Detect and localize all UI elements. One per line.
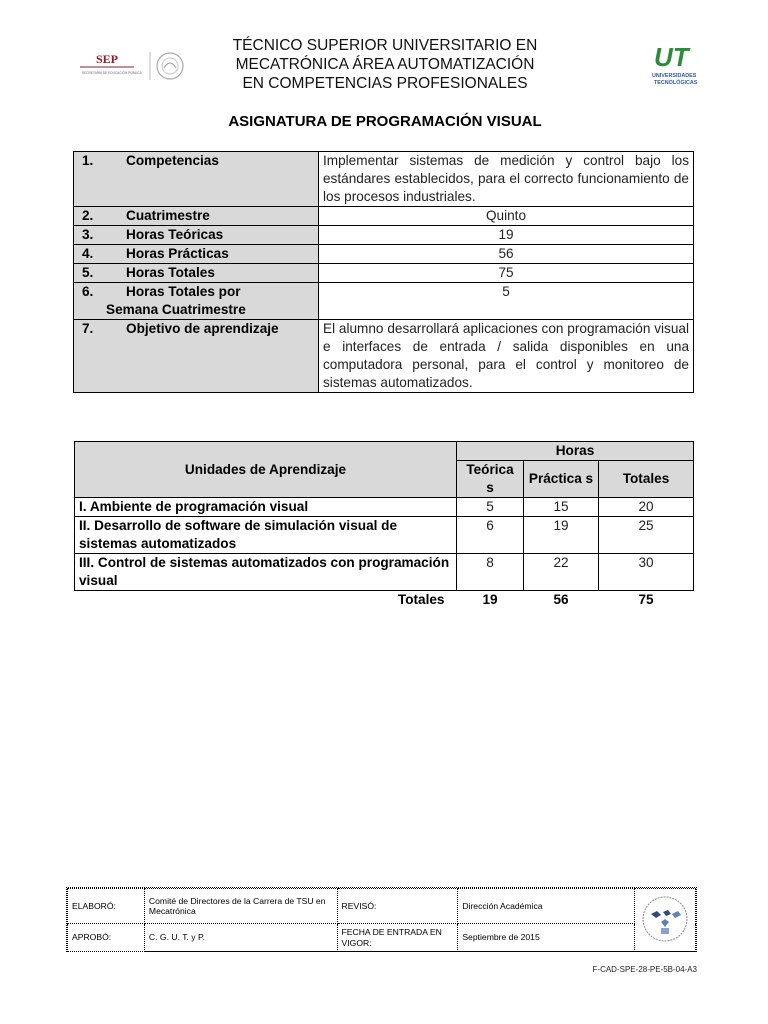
- info-value: 56: [319, 245, 694, 264]
- program-title-line-2: MECATRÓNICA ÁREA AUTOMATIZACIÓN: [235, 56, 535, 73]
- info-row: [74, 152, 694, 207]
- table-row: [75, 517, 694, 554]
- units-table: [74, 441, 694, 609]
- theory-hours: 5: [457, 498, 524, 517]
- info-value: El alumno desarrollará aplicaciones con programación visual e interfaces de entrada / salida disponibles en una computadora personal, para el control y monitoreo de sistemas automatizados.: [319, 320, 694, 393]
- approval-row: [68, 924, 696, 952]
- info-row: [74, 264, 694, 283]
- units-header: Unidades de Aprendizaje: [75, 442, 457, 498]
- info-value: 19: [319, 226, 694, 245]
- unit-name: II. Desarrollo de software de simulación visual de sistemas automatizados: [75, 517, 457, 554]
- info-value: Implementar sistemas de medición y control bajo los estándares establecidos, para el correcto funcionamiento de los procesos industriales.: [319, 152, 694, 207]
- program-title-line-3: EN COMPETENCIAS PROFESIONALES: [242, 75, 528, 92]
- program-title-line-1: TÉCNICO SUPERIOR UNIVERSITARIO EN: [232, 37, 538, 54]
- info-row: [74, 226, 694, 245]
- sep-logo: [74, 48, 190, 84]
- practice-hours: 19: [524, 517, 599, 554]
- ut-logo-sub2: TECNOLÓGICAS: [654, 80, 698, 86]
- info-label: 3. Horas Teóricas: [74, 226, 319, 245]
- approval-row: [68, 889, 696, 924]
- info-label: 5. Horas Totales: [74, 264, 319, 283]
- approval-table: [67, 888, 696, 952]
- sep-logo-text: SEP: [96, 52, 119, 66]
- total-hours: 30: [599, 554, 694, 591]
- elaboro-label: ELABORÓ:: [68, 889, 145, 924]
- totals-header: Totales: [599, 461, 694, 498]
- reviso-label: REVISÓ:: [337, 889, 458, 924]
- practice-hours: 22: [524, 554, 599, 591]
- seal-icon: [639, 894, 691, 944]
- table-row: [75, 554, 694, 591]
- info-value: Quinto: [319, 207, 694, 226]
- academic-seal: [635, 889, 696, 952]
- totals-total: 75: [638, 592, 654, 607]
- theory-header: Teórica s: [457, 461, 524, 498]
- fecha-label: FECHA DE ENTRADA EN VIGOR:: [337, 924, 458, 952]
- table-row: [75, 498, 694, 517]
- theory-hours: 8: [457, 554, 524, 591]
- ut-logo-sub1: UNIVERSIDADES: [652, 73, 697, 79]
- info-value: 5: [319, 283, 694, 320]
- info-row: [74, 245, 694, 264]
- units-header-row: [75, 442, 694, 461]
- unit-name: I. Ambiente de programación visual: [75, 498, 457, 517]
- info-label: 7. Objetivo de aprendizaje: [74, 320, 319, 393]
- aprobo-label: APROBÓ:: [68, 924, 145, 952]
- ut-logo: [648, 42, 710, 90]
- info-label: 4. Horas Prácticas: [74, 245, 319, 264]
- totals-row: [75, 591, 694, 610]
- totals-theory: 19: [482, 592, 498, 607]
- totals-practice: 56: [553, 592, 569, 607]
- info-label: 6. Horas Totales por Semana Cuatrimestre: [74, 283, 319, 320]
- practice-hours: 15: [524, 498, 599, 517]
- unit-name: III. Control de sistemas automatizados con programación visual: [75, 554, 457, 591]
- info-label: 2. Cuatrimestre: [74, 207, 319, 226]
- hours-header: Horas: [457, 442, 694, 461]
- totals-label: Totales: [397, 592, 445, 607]
- fecha-value: Septiembre de 2015: [458, 924, 635, 952]
- info-value: 75: [319, 264, 694, 283]
- info-table: [73, 151, 694, 393]
- info-row: [74, 320, 694, 393]
- info-row: [74, 207, 694, 226]
- total-hours: 25: [599, 517, 694, 554]
- reviso-value: Dirección Académica: [458, 889, 635, 924]
- subject-title: ASIGNATURA DE PROGRAMACIÓN VISUAL: [228, 113, 542, 130]
- elaboro-value: Comité de Directores de la Carrera de TSU en Mecatrónica: [144, 889, 337, 924]
- document-reference: F-CAD-SPE-28-PE-5B-04-A3: [592, 965, 697, 974]
- aprobo-value: C. G. U. T. y P.: [144, 924, 337, 952]
- info-label: 1. Competencias: [74, 152, 319, 207]
- approval-footer: [66, 887, 697, 952]
- ut-logo-text: UT: [654, 42, 689, 72]
- practice-header: Práctica s: [524, 461, 599, 498]
- program-title: [210, 36, 560, 93]
- sep-logo-subtext: SECRETARÍA DE EDUCACIÓN PÚBLICA: [82, 71, 142, 75]
- theory-hours: 6: [457, 517, 524, 554]
- info-row: [74, 283, 694, 320]
- total-hours: 20: [599, 498, 694, 517]
